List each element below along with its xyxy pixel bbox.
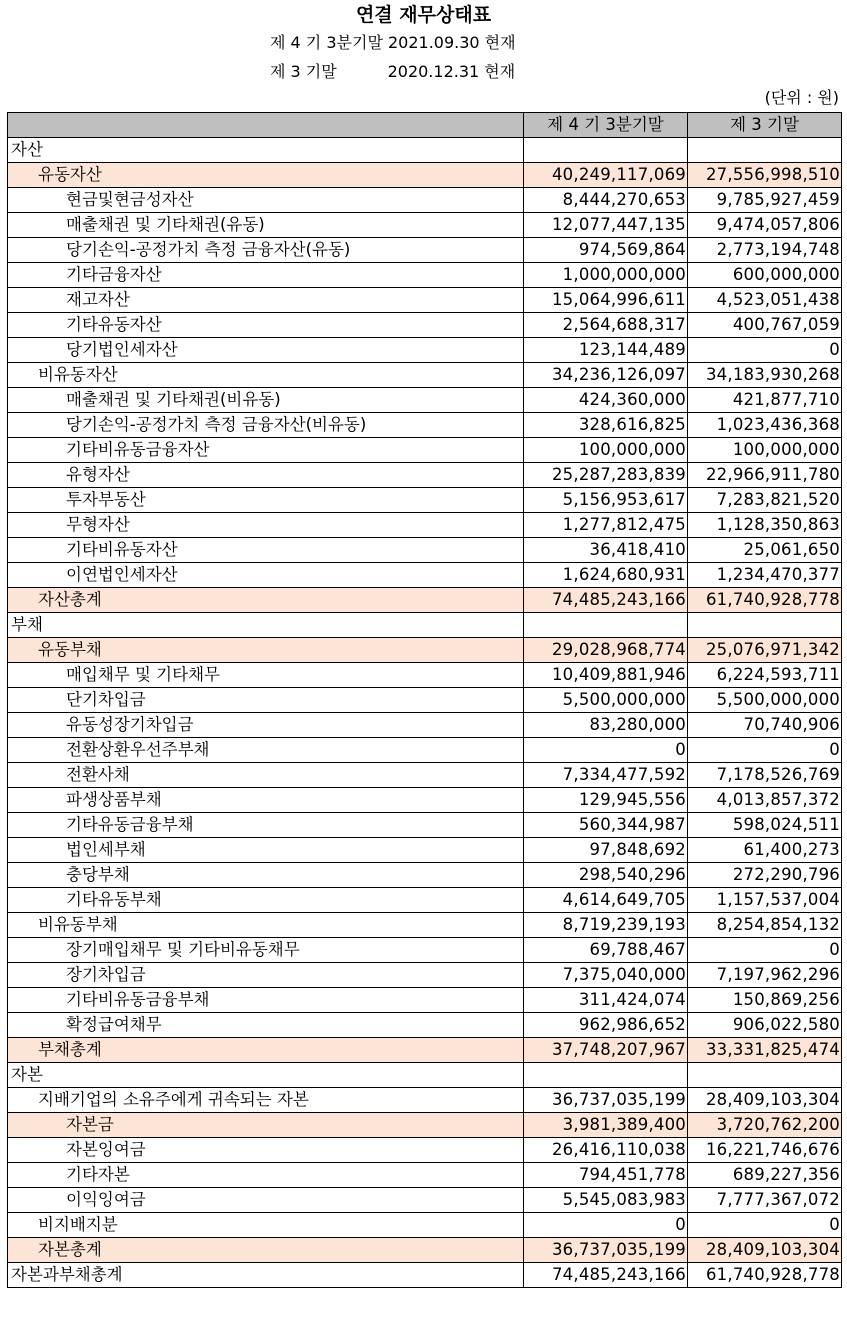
prior-period-value: 689,227,356 <box>688 1163 842 1188</box>
account-label: 유동부채 <box>8 638 524 663</box>
prior-period-value: 598,024,511 <box>688 813 842 838</box>
account-label: 기타유동금융부채 <box>8 813 524 838</box>
current-period-value: 424,360,000 <box>524 388 688 413</box>
prior-period-value: 61,740,928,778 <box>688 1263 842 1288</box>
table-row <box>8 913 842 938</box>
account-label: 기타비유동금융자산 <box>8 438 524 463</box>
current-period-value: 0 <box>524 1213 688 1238</box>
account-label: 전환상환우선주부채 <box>8 738 524 763</box>
prior-period-value: 34,183,930,268 <box>688 363 842 388</box>
current-period-value: 15,064,996,611 <box>524 288 688 313</box>
prior-period-value <box>688 138 842 163</box>
prior-period-value: 4,013,857,372 <box>688 788 842 813</box>
prior-period-value: 9,785,927,459 <box>688 188 842 213</box>
table-row <box>8 313 842 338</box>
table-row <box>8 663 842 688</box>
account-label: 이연법인세자산 <box>8 563 524 588</box>
account-label: 기타유동자산 <box>8 313 524 338</box>
current-period-value: 328,616,825 <box>524 413 688 438</box>
current-period-value: 7,334,477,592 <box>524 763 688 788</box>
account-label: 유동성장기차입금 <box>8 713 524 738</box>
table-row <box>8 838 842 863</box>
table-row <box>8 738 842 763</box>
prior-period-value: 25,076,971,342 <box>688 638 842 663</box>
account-label: 자산 <box>8 138 524 163</box>
prior-period-value <box>688 1063 842 1088</box>
table-row <box>8 963 842 988</box>
column-header-account <box>8 113 524 138</box>
prior-period-value: 0 <box>688 938 842 963</box>
page-title: 연결 재무상태표 <box>355 4 492 26</box>
current-period-value: 2,564,688,317 <box>524 313 688 338</box>
table-row <box>8 513 842 538</box>
prior-period-value: 400,767,059 <box>688 313 842 338</box>
account-label: 매출채권 및 기타채권(비유동) <box>8 388 524 413</box>
account-label: 자본총계 <box>8 1238 524 1263</box>
table-row <box>8 263 842 288</box>
prior-period-value: 0 <box>688 1213 842 1238</box>
prior-period-value: 28,409,103,304 <box>688 1238 842 1263</box>
table-row <box>8 1038 842 1063</box>
current-period-value: 36,737,035,199 <box>524 1088 688 1113</box>
table-row <box>8 763 842 788</box>
current-period-value: 7,375,040,000 <box>524 963 688 988</box>
column-header-prior: 제 3 기말 <box>688 113 842 138</box>
account-label: 기타금융자산 <box>8 263 524 288</box>
table-row <box>8 1113 842 1138</box>
current-period-value: 298,540,296 <box>524 863 688 888</box>
table-row <box>8 1063 842 1088</box>
current-period-value: 74,485,243,166 <box>524 588 688 613</box>
table-row <box>8 1263 842 1288</box>
account-label: 자본잉여금 <box>8 1138 524 1163</box>
table-row <box>8 1088 842 1113</box>
account-label: 당기법인세자산 <box>8 338 524 363</box>
account-label: 기타유동부채 <box>8 888 524 913</box>
prior-period-label: 제 3 기말 2020.12.31 현재 <box>270 62 516 81</box>
prior-period-value <box>688 613 842 638</box>
current-period-value: 37,748,207,967 <box>524 1038 688 1063</box>
account-label: 전환사채 <box>8 763 524 788</box>
account-label: 이익잉여금 <box>8 1188 524 1213</box>
table-row <box>8 888 842 913</box>
current-period-value: 311,424,074 <box>524 988 688 1013</box>
prior-period-value: 1,023,436,368 <box>688 413 842 438</box>
account-label: 자본과부채총계 <box>8 1263 524 1288</box>
current-period-value: 36,737,035,199 <box>524 1238 688 1263</box>
account-label: 무형자산 <box>8 513 524 538</box>
account-label: 단기차입금 <box>8 688 524 713</box>
account-label: 매입채무 및 기타채무 <box>8 663 524 688</box>
current-period-label: 제 4 기 3분기말 2021.09.30 현재 <box>270 33 516 52</box>
unit-label: (단위 : 원) <box>764 88 839 107</box>
prior-period-value: 16,221,746,676 <box>688 1138 842 1163</box>
current-period-value: 962,986,652 <box>524 1013 688 1038</box>
account-label: 장기차입금 <box>8 963 524 988</box>
current-period-value: 29,028,968,774 <box>524 638 688 663</box>
prior-period-value: 33,331,825,474 <box>688 1038 842 1063</box>
prior-period-value: 272,290,796 <box>688 863 842 888</box>
current-period-value: 74,485,243,166 <box>524 1263 688 1288</box>
current-period-value: 5,545,083,983 <box>524 1188 688 1213</box>
account-label: 자본 <box>8 1063 524 1088</box>
account-label: 지배기업의 소유주에게 귀속되는 자본 <box>8 1088 524 1113</box>
prior-period-value: 421,877,710 <box>688 388 842 413</box>
current-period-value: 26,416,110,038 <box>524 1138 688 1163</box>
current-period-value: 8,719,239,193 <box>524 913 688 938</box>
table-body <box>8 138 842 1288</box>
table-row <box>8 588 842 613</box>
current-period-value: 69,788,467 <box>524 938 688 963</box>
current-period-value: 36,418,410 <box>524 538 688 563</box>
current-period-value: 3,981,389,400 <box>524 1113 688 1138</box>
table-row <box>8 813 842 838</box>
prior-period-value: 7,197,962,296 <box>688 963 842 988</box>
prior-period-value: 22,966,911,780 <box>688 463 842 488</box>
table-row <box>8 338 842 363</box>
current-period-value: 8,444,270,653 <box>524 188 688 213</box>
table-header-row <box>8 113 842 138</box>
account-label: 매출채권 및 기타채권(유동) <box>8 213 524 238</box>
prior-period-value: 7,178,526,769 <box>688 763 842 788</box>
account-label: 부채 <box>8 613 524 638</box>
current-period-value: 5,500,000,000 <box>524 688 688 713</box>
account-label: 자산총계 <box>8 588 524 613</box>
prior-period-value: 1,128,350,863 <box>688 513 842 538</box>
account-label: 유동자산 <box>8 163 524 188</box>
account-label: 파생상품부채 <box>8 788 524 813</box>
table-row <box>8 413 842 438</box>
prior-period-value: 61,740,928,778 <box>688 588 842 613</box>
prior-period-value: 8,254,854,132 <box>688 913 842 938</box>
account-label: 기타비유동자산 <box>8 538 524 563</box>
account-label: 법인세부채 <box>8 838 524 863</box>
table-row <box>8 988 842 1013</box>
table-row <box>8 163 842 188</box>
current-period-value: 1,000,000,000 <box>524 263 688 288</box>
table-row <box>8 613 842 638</box>
prior-period-value: 0 <box>688 738 842 763</box>
account-label: 비지배지분 <box>8 1213 524 1238</box>
prior-period-value: 7,283,821,520 <box>688 488 842 513</box>
prior-period-value: 3,720,762,200 <box>688 1113 842 1138</box>
account-label: 확정급여채무 <box>8 1013 524 1038</box>
table-row <box>8 238 842 263</box>
prior-period-value: 600,000,000 <box>688 263 842 288</box>
unit-row <box>0 86 847 112</box>
prior-period-value: 906,022,580 <box>688 1013 842 1038</box>
table-row <box>8 188 842 213</box>
current-period-value <box>524 1063 688 1088</box>
account-label: 비유동자산 <box>8 363 524 388</box>
current-period-value <box>524 613 688 638</box>
current-period-value: 34,236,126,097 <box>524 363 688 388</box>
table-row <box>8 688 842 713</box>
current-period-value: 0 <box>524 738 688 763</box>
account-label: 부채총계 <box>8 1038 524 1063</box>
prior-period-value: 2,773,194,748 <box>688 238 842 263</box>
account-label: 비유동부채 <box>8 913 524 938</box>
account-label: 기타자본 <box>8 1163 524 1188</box>
prior-period-value: 70,740,906 <box>688 713 842 738</box>
table-row <box>8 488 842 513</box>
current-period-value: 40,249,117,069 <box>524 163 688 188</box>
prior-period-value: 27,556,998,510 <box>688 163 842 188</box>
account-label: 투자부동산 <box>8 488 524 513</box>
prior-period-value: 100,000,000 <box>688 438 842 463</box>
prior-period-value: 1,234,470,377 <box>688 563 842 588</box>
account-label: 당기손익-공정가치 측정 금융자산(비유동) <box>8 413 524 438</box>
current-period-value: 1,624,680,931 <box>524 563 688 588</box>
table-row <box>8 938 842 963</box>
prior-period-value: 7,777,367,072 <box>688 1188 842 1213</box>
current-period-value: 100,000,000 <box>524 438 688 463</box>
table-row <box>8 638 842 663</box>
report-header <box>0 0 847 86</box>
prior-period-value: 61,400,273 <box>688 838 842 863</box>
account-label: 자본금 <box>8 1113 524 1138</box>
account-label: 기타비유동금융부채 <box>8 988 524 1013</box>
prior-period-value: 1,157,537,004 <box>688 888 842 913</box>
current-period-value: 1,277,812,475 <box>524 513 688 538</box>
current-period-value: 129,945,556 <box>524 788 688 813</box>
table-row <box>8 1238 842 1263</box>
current-period-value <box>524 138 688 163</box>
account-label: 장기매입채무 및 기타비유동채무 <box>8 938 524 963</box>
table-row <box>8 1138 842 1163</box>
table-row <box>8 713 842 738</box>
current-period-value: 4,614,649,705 <box>524 888 688 913</box>
prior-period-value: 25,061,650 <box>688 538 842 563</box>
current-period-value: 5,156,953,617 <box>524 488 688 513</box>
prior-period-value: 0 <box>688 338 842 363</box>
prior-period-value: 150,869,256 <box>688 988 842 1013</box>
account-label: 재고자산 <box>8 288 524 313</box>
table-row <box>8 1213 842 1238</box>
prior-period-value: 6,224,593,711 <box>688 663 842 688</box>
table-row <box>8 563 842 588</box>
table-row <box>8 288 842 313</box>
current-period-value: 12,077,447,135 <box>524 213 688 238</box>
table-row <box>8 438 842 463</box>
prior-period-value: 5,500,000,000 <box>688 688 842 713</box>
table-row <box>8 538 842 563</box>
table-row <box>8 863 842 888</box>
column-header-current: 제 4 기 3분기말 <box>524 113 688 138</box>
table-row <box>8 138 842 163</box>
prior-period-value: 4,523,051,438 <box>688 288 842 313</box>
current-period-value: 83,280,000 <box>524 713 688 738</box>
table-row <box>8 388 842 413</box>
current-period-value: 97,848,692 <box>524 838 688 863</box>
table-row <box>8 1013 842 1038</box>
balance-sheet-table <box>7 112 842 1288</box>
current-period-value: 974,569,864 <box>524 238 688 263</box>
account-label: 현금및현금성자산 <box>8 188 524 213</box>
account-label: 당기손익-공정가치 측정 금융자산(유동) <box>8 238 524 263</box>
current-period-value: 25,287,283,839 <box>524 463 688 488</box>
current-period-value: 10,409,881,946 <box>524 663 688 688</box>
table-row <box>8 463 842 488</box>
account-label: 충당부채 <box>8 863 524 888</box>
current-period-value: 560,344,987 <box>524 813 688 838</box>
table-row <box>8 1188 842 1213</box>
current-period-value: 123,144,489 <box>524 338 688 363</box>
table-row <box>8 213 842 238</box>
current-period-value: 794,451,778 <box>524 1163 688 1188</box>
table-row <box>8 363 842 388</box>
account-label: 유형자산 <box>8 463 524 488</box>
prior-period-value: 28,409,103,304 <box>688 1088 842 1113</box>
table-row <box>8 1163 842 1188</box>
table-row <box>8 788 842 813</box>
prior-period-value: 9,474,057,806 <box>688 213 842 238</box>
